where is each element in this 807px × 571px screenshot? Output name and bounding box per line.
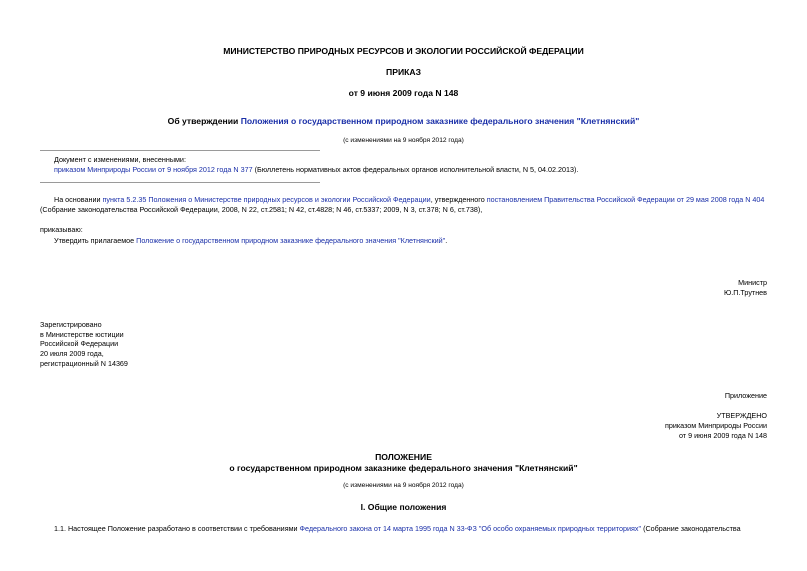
- changes-suffix: (Бюллетень нормативных актов федеральных органов исполнительной власти, N 5, 04.02.2013).: [252, 165, 579, 174]
- regulation-link[interactable]: Положения о государственном природном заказнике федерального значения "Клетнянский": [240, 116, 640, 126]
- federal-law-link[interactable]: Федерального закона от 14 марта 1995 года N 33-ФЗ "Об особо охраняемых природных территориях": [299, 524, 642, 533]
- ministry-regulation-link[interactable]: пункта 5.2.35 Положения о Министерстве природных ресурсов и экологии Российской Федерации: [102, 195, 431, 204]
- registration-line: Зарегистрировано: [40, 320, 102, 329]
- registration-block: [40, 320, 128, 369]
- amended-note: (с изменениями на 9 ноября 2012 года): [343, 137, 464, 144]
- document-title: [0, 116, 807, 128]
- signature-position: Министр: [738, 278, 767, 287]
- ministry-heading: МИНИСТЕРСТВО ПРИРОДНЫХ РЕСУРСОВ И ЭКОЛОГИИ РОССИЙСКОЙ ФЕДЕРАЦИИ: [223, 46, 584, 56]
- amending-order-link[interactable]: приказом Минприроды России от 9 ноября 2012 года N 377: [54, 165, 253, 174]
- government-decree-link[interactable]: постановлением Правительства Российской Федерации от 29 мая 2008 года N 404: [486, 195, 765, 204]
- section-heading: I. Общие положения: [360, 502, 447, 512]
- order-suffix: .: [445, 236, 448, 245]
- paragraph-1-1-suffix: (Собрание законодательства: [641, 524, 741, 533]
- approved-regulation-link[interactable]: Положение о государственном природном заказнике федерального значения "Клетнянский": [136, 236, 446, 245]
- changes-label: Документ с изменениями, внесенными:: [54, 155, 186, 164]
- basis-line-2: (Собрание законодательства Российской Федерации, 2008, N 22, ст.2581; N 42, ст.4828; N 46, ст.5337; 2009, N 3, ст.378; N 6, ст.738),: [40, 205, 483, 214]
- approved-by-order: приказом Минприроды России: [664, 421, 767, 430]
- regulation-title: ПОЛОЖЕНИЕ: [375, 452, 432, 462]
- document-title-prefix: Об утверждении: [167, 116, 241, 126]
- basis-line-1: [54, 195, 764, 205]
- regulation-subtitle: о государственном природном заказнике федерального значения "Клетнянский": [229, 463, 578, 473]
- order-text: [54, 236, 447, 246]
- changes-line: [54, 165, 578, 175]
- order-label: приказываю:: [40, 225, 83, 234]
- registration-line: регистрационный N 14369: [40, 358, 128, 368]
- basis-prefix: На основании: [54, 195, 103, 204]
- regulation-amended-note: (с изменениями на 9 ноября 2012 года): [343, 482, 464, 489]
- appendix-label: Приложение: [724, 391, 767, 400]
- divider-top: [40, 150, 320, 151]
- basis-mid: , утвержденного: [430, 195, 487, 204]
- registration-line: в Министерстве юстиции: [40, 329, 124, 339]
- order-prefix: Утвердить прилагаемое: [54, 236, 137, 245]
- doc-type-heading: ПРИКАЗ: [386, 67, 421, 77]
- signature-name: Ю.П.Трутнев: [724, 288, 767, 297]
- paragraph-1-1-prefix: 1.1. Настоящее Положение разработано в соответствии с требованиями: [54, 524, 300, 533]
- order-date-number: от 9 июня 2009 года N 148: [348, 88, 459, 98]
- approved-date-number: от 9 июня 2009 года N 148: [678, 431, 767, 440]
- approved-label: УТВЕРЖДЕНО: [716, 411, 767, 420]
- registration-line: Российской Федерации: [40, 339, 119, 349]
- paragraph-1-1: [54, 524, 741, 534]
- registration-line: 20 июля 2009 года,: [40, 349, 104, 359]
- divider-bottom: [40, 182, 320, 183]
